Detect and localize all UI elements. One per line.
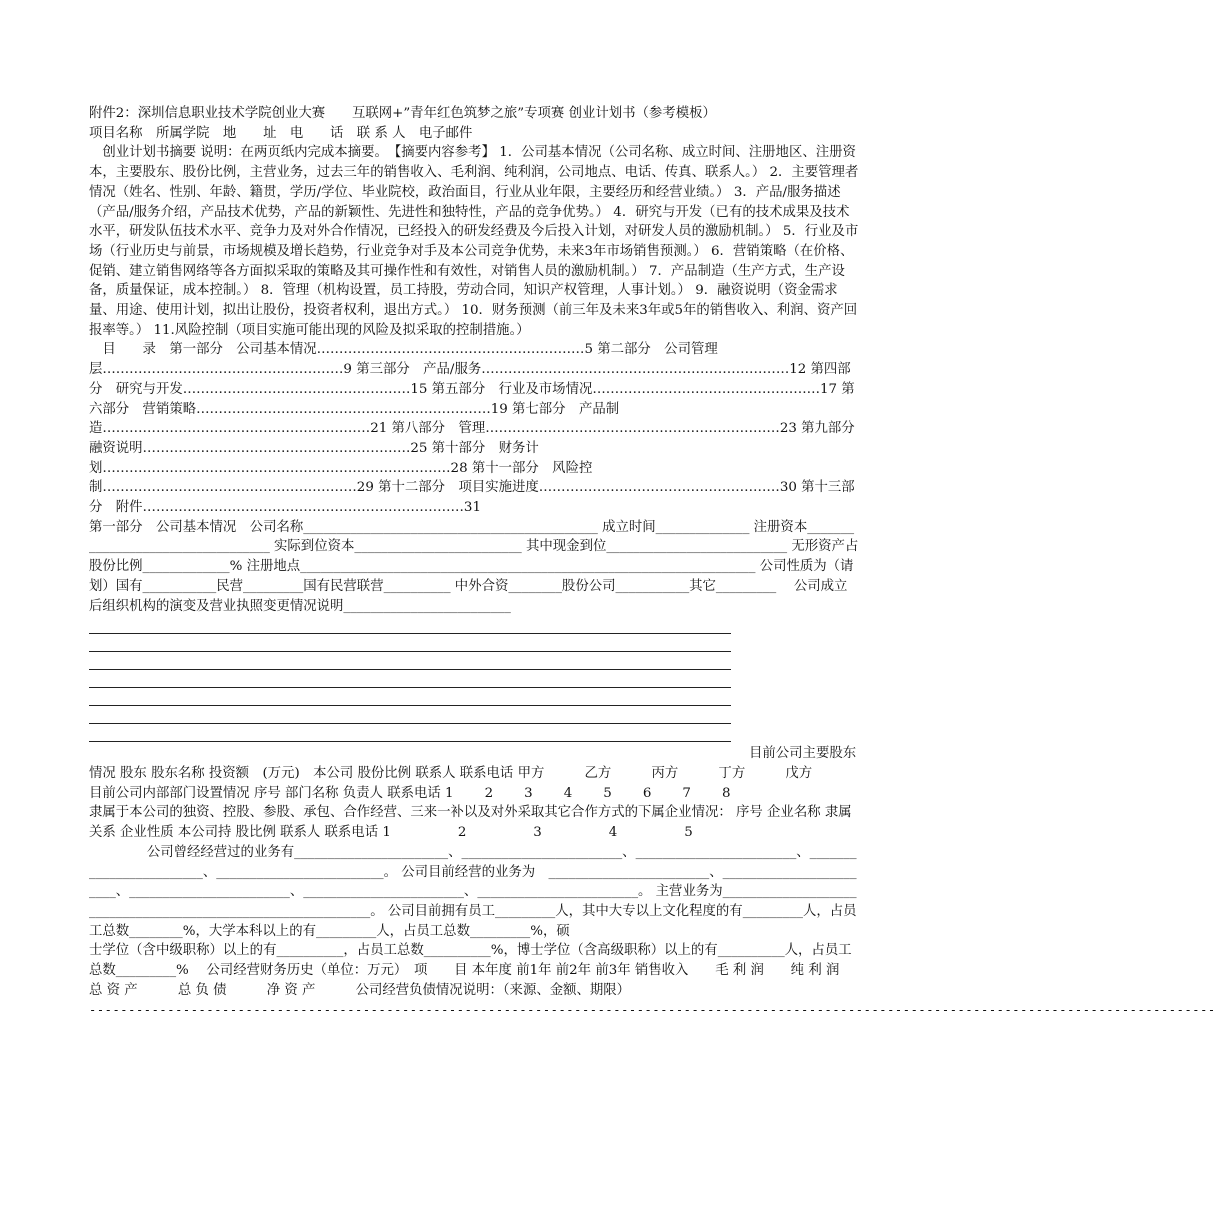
blank-line: [89, 688, 731, 706]
blank-line: [89, 652, 731, 670]
blank-line: [89, 706, 731, 724]
business-section: 公司曾经经营过的业务有_______________________、________________________、________________________、________________________、_________________________。 公司目前经营的业务为 ________________________、________________________、________________________、________________________、________________________。 主营业务为______________________________________________________________。 公司目前拥有员工_________人，其中大专以上文化程度的有_________人，占员工总数________%，大学本科以上的有_________人，占员工总数_________%，硕: [89, 844, 857, 939]
blank-line: [89, 724, 731, 742]
doc-title: 附件2：深圳信息职业技术学院创业大赛 互联网+”青年红色筑梦之旅”专项赛 创业计划书（参考模板）: [89, 106, 716, 121]
blank-line: [89, 670, 731, 688]
subsidiaries-section: 隶属于本公司的独资、控股、参股、承包、合作经营、三来一补以及对外采取其它合作方式的下属企业情况： 序号 企业名称 隶属关系 企业性质 本公司持 股比例 联系人 联系电话 1 2 3 4 5: [89, 805, 852, 841]
blank-line: [89, 634, 731, 652]
table-of-contents: 目 录 第一部分 公司基本情况……………………………………………………5 第二部分 公司管理层………………………………………………9 第三部分 产品/服务……………………………………………………………12 第四部分 研究与开发……………………………………………15 第五部分 行业及市场情况……………………………………………17 第六部分 营销策略…………………………………………………………19 第七部分 产品制造……………………………………………………21 第八部分 管理…………………………………………………………23 第九部分 融资说明……………………………………………………25 第十部分 财务计划……………………………………………………………………28 第十一部分 风险控制…………………………………………………29 第十二部分 项目实施进度………………………………………………30 第十三部分 附件………………………………………………………………31: [89, 342, 869, 516]
departments-section: 目前公司内部部门设置情况 序号 部门名称 负责人 联系电话 1 2 3 4 5 6 7 8: [89, 785, 731, 801]
document-page: [89, 104, 1216, 1018]
staff-finance-section: 士学位（含中级职称）以上的有__________，占员工总数__________%，博士学位（含高级职称）以上的有__________人，占员工总数_________% 公司经营财务历史（单位：万元） 项 目 本年度 前1年 前2年 前3年 销售收入 毛 利 润 纯 利 润 总 资 产 总 负 债 净 资 产 公司经营负债情况说明：（来源、金额、期限）: [89, 943, 880, 998]
summary-section: 创业计划书摘要 说明：在两页纸内完成本摘要。 【摘要内容参考】 1．公司基本情况（公司名称、成立时间、注册地区、注册资本，主要股东、股份比例，主营业务，过去三年的销售收入、毛利润、纯利润，公司地点、电话、传真、联系人。） 2．主要管理者情况（姓名、性别、年龄、籍贯，学历/学位、毕业院校，政治面目，行业从业年限，主要经历和经营业绩。） 3．产品/服务描述（产品/服务介绍，产品技术优势，产品的新颖性、先进性和独特性，产品的竞争优势。） 4．研究与开发（已有的技术成果及技术水平，研发队伍技术水平、竞争力及对外合作情况，已经投入的研发经费及今后投入计划，对研发人员的激励机制。） 5．行业及市场（行业历史与前景，市场规模及增长趋势，行业竞争对手及本公司竞争优势，未来3年市场销售预测。） 6．营销策略（在价格、促销、建立销售网络等各方面拟采取的策略及其可操作性和有效性，对销售人员的激励机制。） 7．产品制造（生产方式，生产设备，质量保证，成本控制。） 8．管理（机构设置，员工持股，劳动合同，知识产权管理，人事计划。） 9．融资说明（资金需求量、用途、使用计划，拟出让股份，投资者权利，退出方式。） 10．财务预测（前三年及未来3年或5年的销售收入、利润、资产回报率等。） 11.风险控制（项目实施可能出现的风险及拟采取的控制措施。）: [89, 145, 859, 338]
blank-line: [89, 616, 731, 634]
header-fields: 项目名称 所属学院 地 址 电 话 联 系 人 电子邮件: [89, 125, 473, 141]
shareholders-section: 目前公司主要股东情况 股东 股东名称 投资额 (万元) 本公司 股份比例 联系人 联系电话 甲方 乙方 丙方 丁方 戊方: [89, 746, 857, 781]
part1-company-basics: 第一部分 公司基本情况 公司名称____________________________________________ 成立时间______________ 注册资本__________________________________ 实际到位资本_________________________ 其中现金到位___________________________ 无形资产占股份比例_____________% 注册地点____________________________________________________________________ 公司性质为（请划）国有___________民营_________国有民营联营__________ 中外合资________股份公司___________其它_________ 公司成立后组织机构的演变及营业执照变更情况说明_________________________: [89, 519, 859, 614]
dashed-divider: ------------------------------------------------------------------------------------------------------------------------------------------------: [89, 1003, 1216, 1018]
blank-lines: [89, 616, 859, 742]
